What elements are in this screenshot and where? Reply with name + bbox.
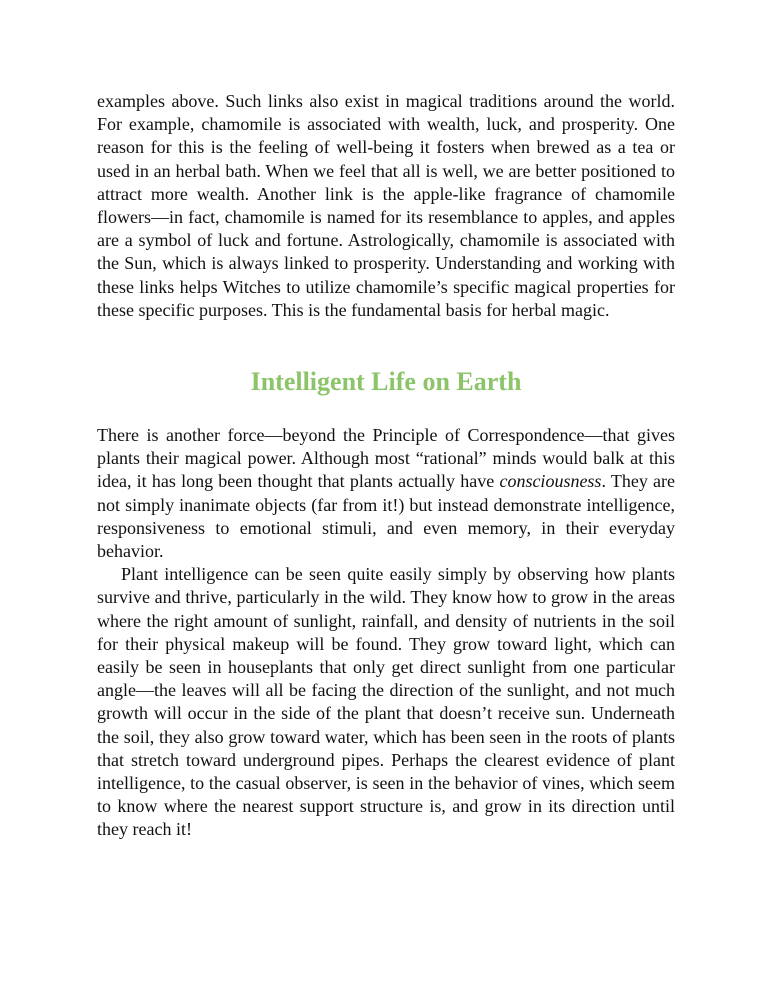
body-paragraph-continued: examples above. Such links also exist in magical traditions around the world. For example, chamomile is associated with wealth, luck, and prosperity. One reason for this is the feeling of well-being it fosters when brewed as a tea or used in an herbal bath. When we feel that all is well, we are better positioned to attract more wealth. Another link is the apple-like fragrance of chamomile flowers—in fact, chamomile is named for its resemblance to apples, and apples are a symbol of luck and fortune. Astrologically, chamomile is associated with the Sun, which is always linked to prosperity. Understanding and working with these links helps Witches to utilize chamomile’s specific magical properties for these specific purposes. This is the fundamental basis for herbal magic. — [97, 91, 675, 320]
paragraph-text-before-emphasis: There is another force—beyond the Principle of Correspondence—that gives plants their magical power. Although most “rational” minds would balk at this idea, it has long been thought that plants actually have — [97, 425, 675, 492]
body-paragraph-plant-intelligence: Plant intelligence can be seen quite easily simply by observing how plants survive and thrive, particularly in the wild. They know how to grow in the areas where the right amount of sunlight, rainfall, and density of nutrients in the soil for their physical makeup will be found. They grow toward light, which can easily be seen in houseplants that only get direct sunlight from one particular angle—the leaves will all be facing the direction of the sunlight, and not much growth will occur in the side of the plant that doesn’t receive sun. Underneath the soil, they also grow toward water, which has been seen in the roots of plants that stretch toward underground pipes. Perhaps the clearest evidence of plant intelligence, to the casual observer, is seen in the behavior of vines, which seem to know where the nearest support structure is, and grow in its direction until they reach it! — [97, 564, 675, 840]
paragraph-text-after-emphasis: . They are not simply inanimate objects (far from it!) but instead demonstrate intelligence, responsiveness to emotional stimuli, and even memory, in their everyday behavior. — [97, 471, 675, 562]
section-heading: Intelligent Life on Earth — [250, 367, 522, 397]
emphasized-word: consciousness — [499, 471, 602, 492]
book-page — [97, 90, 675, 842]
body-paragraph-intro — [97, 424, 675, 563]
